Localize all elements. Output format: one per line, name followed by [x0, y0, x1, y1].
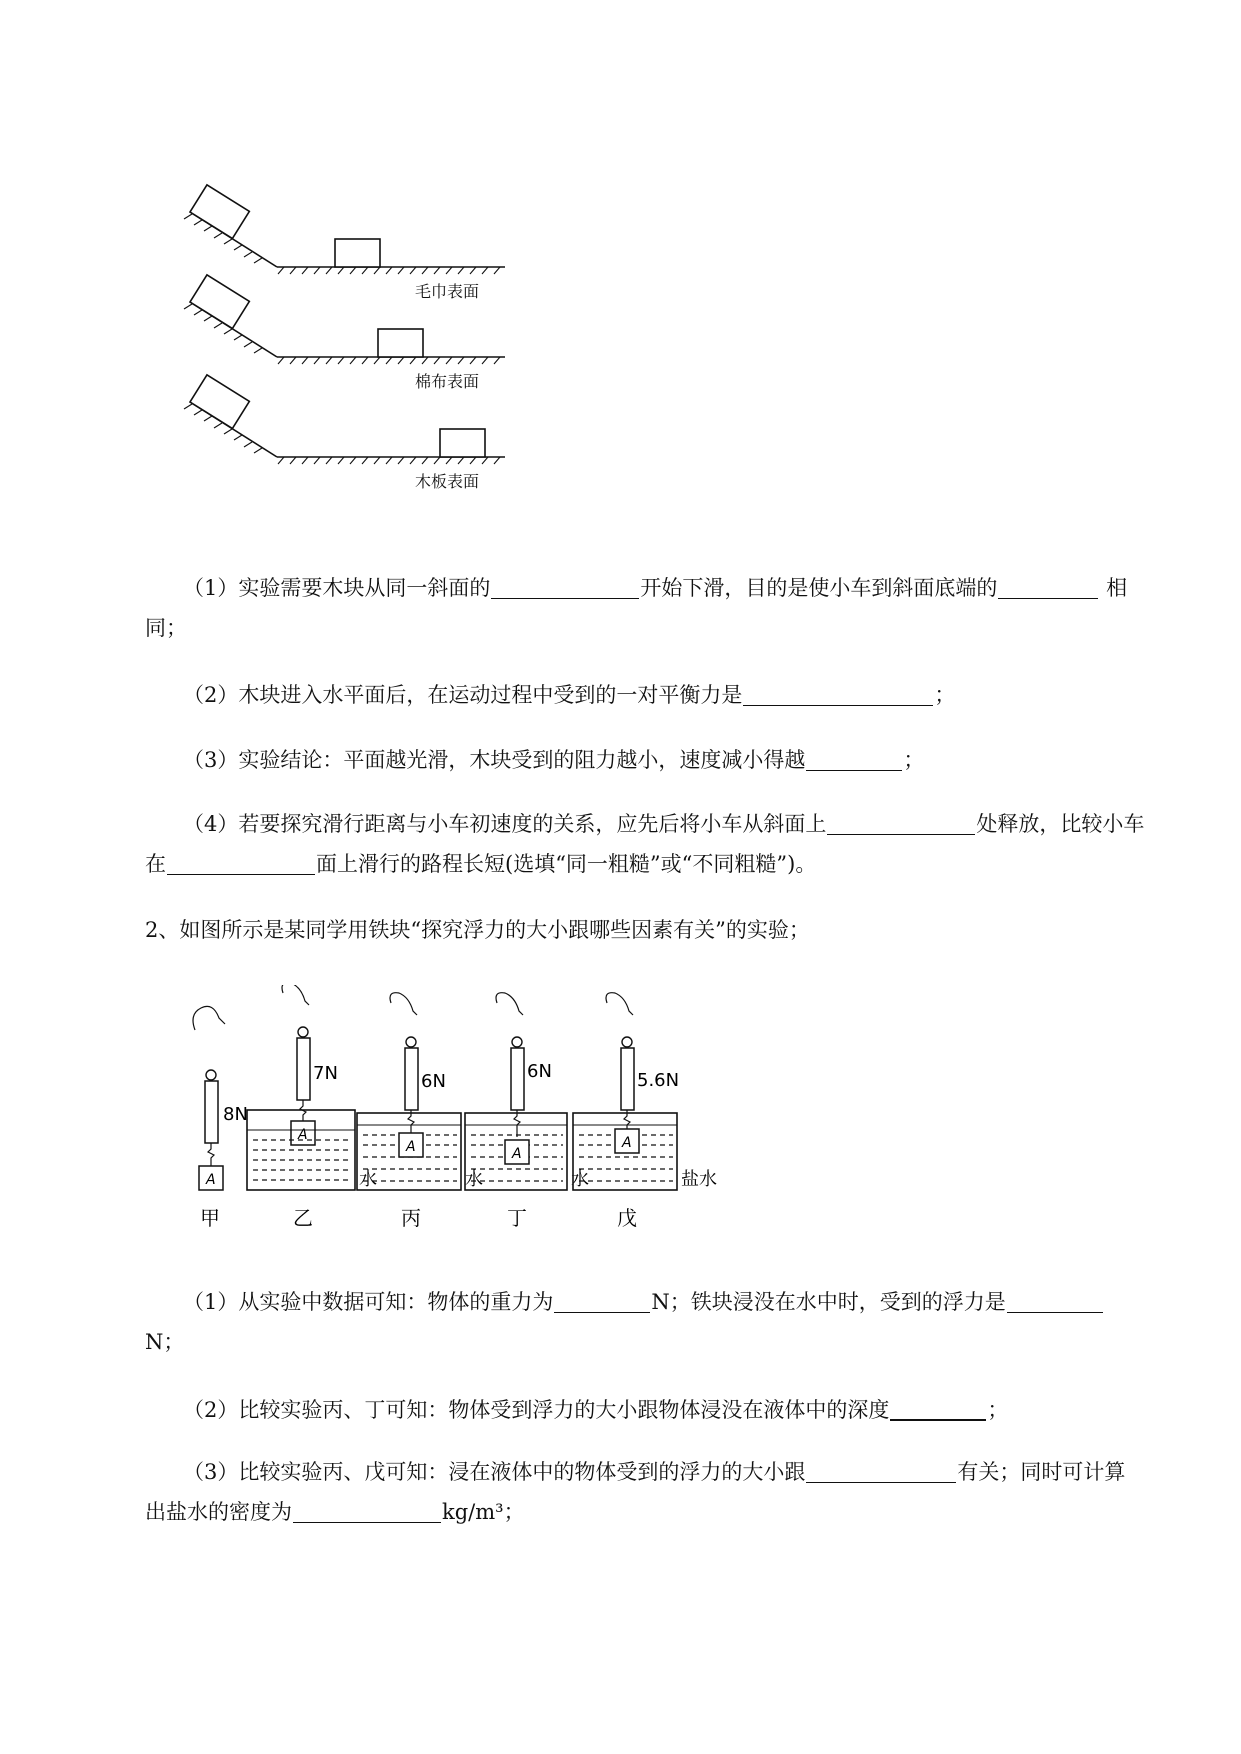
slider-block — [190, 275, 249, 329]
liquid-label: 盐水 — [681, 1169, 717, 1190]
liquid-label: 水 — [359, 1169, 377, 1190]
panel-wu — [573, 993, 717, 1230]
stop-block — [335, 239, 380, 267]
panel-label: 丙 — [401, 1206, 421, 1230]
block-letter: A — [206, 1172, 216, 1188]
answer-blank[interactable] — [890, 1397, 986, 1421]
block-letter: A — [406, 1139, 416, 1155]
surface-label: 棉布表面 — [415, 372, 480, 391]
scale-reading: 6N — [527, 1061, 552, 1082]
surface-label: 木板表面 — [415, 472, 480, 491]
block-letter: A — [622, 1135, 632, 1151]
slider-block — [190, 375, 249, 429]
answer-blank[interactable] — [491, 576, 639, 599]
q2-item-2: （2）比较实验丙、丁可知：物体受到浮力的大小跟物体浸没在液体中的深度 ； — [183, 1398, 1009, 1422]
answer-blank[interactable] — [1007, 1290, 1103, 1313]
block-letter: A — [512, 1146, 522, 1162]
stop-block — [378, 329, 423, 357]
liquid-label: 水 — [571, 1169, 589, 1190]
incline-setup-wood — [184, 375, 505, 491]
incline-figure — [180, 170, 520, 510]
q1-item-4-tail: 面上滑行的路程长短(选填“同一粗糙”或“不同粗糙”)。 — [316, 852, 817, 876]
surface-label: 毛巾表面 — [415, 282, 480, 301]
answer-blank[interactable] — [293, 1500, 441, 1523]
scale-reading: 5.6N — [637, 1070, 680, 1091]
q1-item-2: （2）木块进入水平面后，在运动过程中受到的一对平衡力是 ； — [183, 683, 956, 707]
panel-label: 乙 — [293, 1206, 313, 1230]
panel-label: 甲 — [200, 1206, 220, 1230]
q1-item-3: （3）实验结论：平面越光滑，木块受到的阻力越小，速度减小得越 ； — [183, 748, 925, 772]
panel-label: 戊 — [617, 1206, 637, 1230]
answer-blank[interactable] — [827, 812, 975, 835]
answer-blank[interactable] — [806, 1460, 956, 1483]
answer-blank[interactable] — [998, 576, 1098, 599]
q2-title: 2、如图所示是某同学用铁块“探究浮力的大小跟哪些因素有关”的实验； — [145, 918, 810, 942]
answer-blank[interactable] — [806, 748, 902, 771]
panel-label: 丁 — [507, 1206, 527, 1230]
incline-setup-towel — [184, 185, 505, 301]
slider-block — [190, 185, 249, 239]
liquid-label: 水 — [465, 1169, 483, 1190]
q1-item-4: （4）若要探究滑行距离与小车初速度的关系，应先后将小车从斜面上 处释放，比较小车在 面上滑行的路程长短(选填“同一粗糙”或“不同粗糙”)。 — [145, 812, 1145, 876]
panel-ding — [465, 993, 589, 1230]
scale-reading: 8N — [223, 1104, 248, 1125]
scale-reading: 6N — [421, 1071, 446, 1092]
answer-blank[interactable] — [554, 1290, 650, 1313]
answer-blank[interactable] — [743, 683, 933, 706]
panel-jia — [193, 1006, 248, 1230]
block-letter: A — [298, 1127, 308, 1143]
q2-item-3: （3）比较实验丙、戊可知：浸在液体中的物体受到的浮力的大小跟 有关；同时可计算出盐水的密度为 kg/m³； — [145, 1460, 1126, 1524]
stop-block — [440, 429, 485, 457]
q2-item-1: （1）从实验中数据可知：物体的重力为 N；铁块浸没在水中时，受到的浮力是 N； — [145, 1282, 1145, 1362]
answer-blank[interactable] — [167, 852, 315, 875]
q1-item-1: （1）实验需要木块从同一斜面的 开始下滑，目的是使小车到斜面底端的 相同； — [145, 576, 1128, 640]
panel-bing — [357, 993, 483, 1230]
scale-reading: 7N — [313, 1063, 338, 1084]
buoyancy-figure — [175, 985, 735, 1245]
panel-yi — [247, 985, 377, 1230]
